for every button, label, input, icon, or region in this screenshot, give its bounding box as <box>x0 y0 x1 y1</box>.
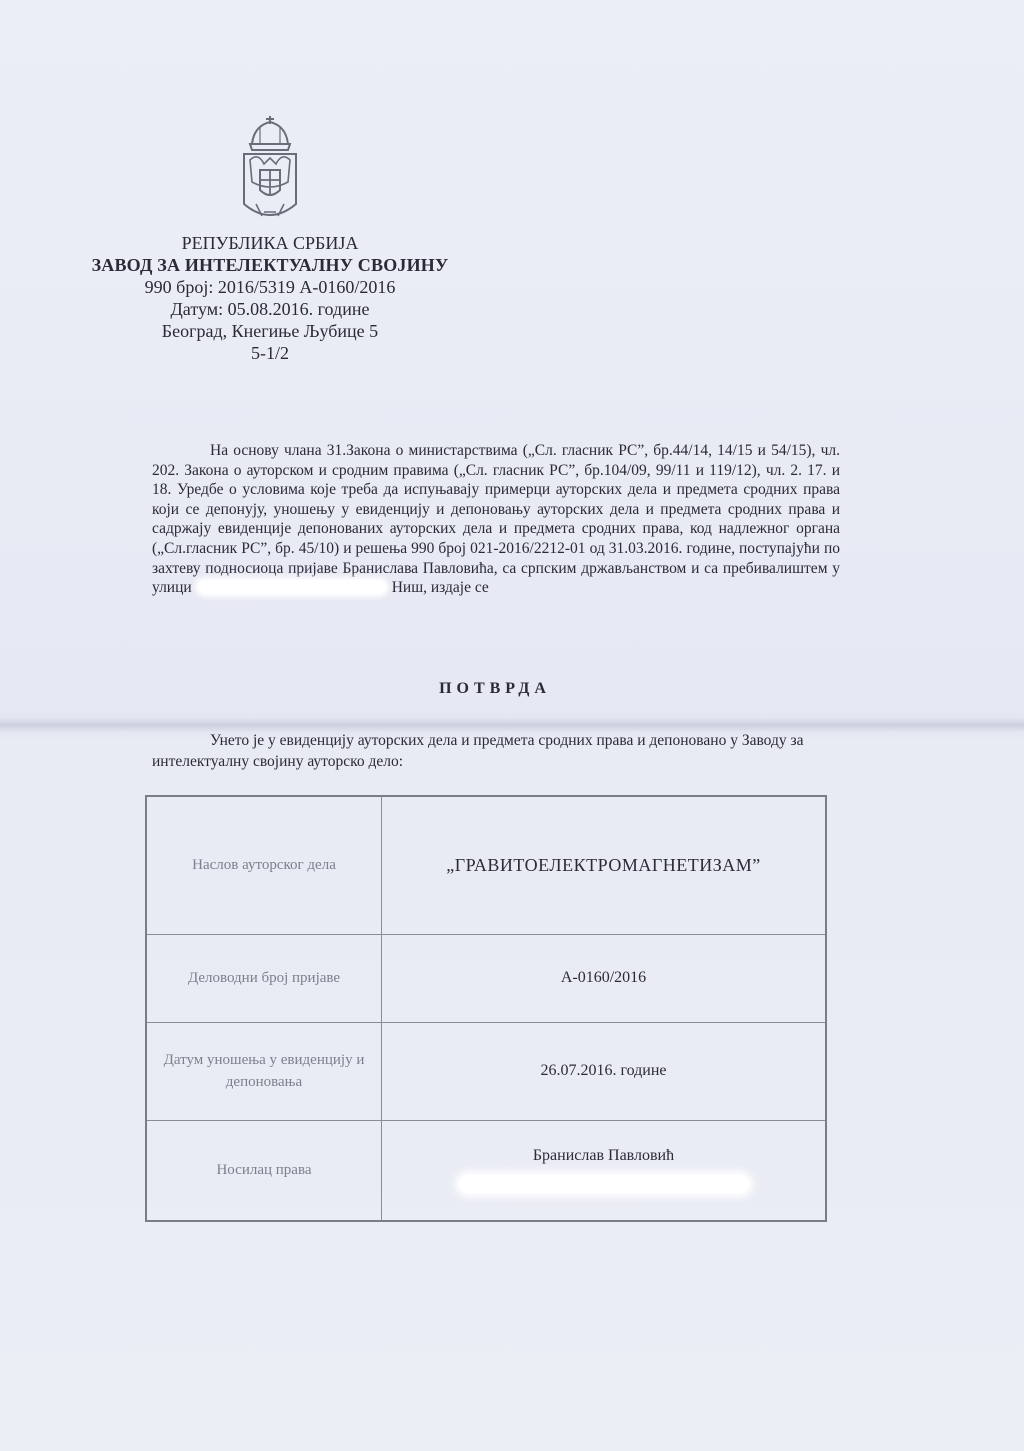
rights-holder-cell <box>382 1120 827 1221</box>
table-row <box>146 1120 826 1221</box>
table-value: „ГРАВИТОЕЛЕКТРОМАГНЕТИЗАМ” <box>382 796 827 934</box>
redacted-address <box>198 580 386 594</box>
table-row <box>146 796 826 934</box>
table-row <box>146 934 826 1022</box>
document-code: 5-1/2 <box>251 343 289 363</box>
legal-basis-paragraph <box>152 441 840 598</box>
institution-address: Београд, Кнегиње Љубице 5 <box>161 321 379 341</box>
document-date: Датум: 05.08.2016. године <box>170 299 370 319</box>
rights-holder-name: Бранислав Павловић <box>532 1147 675 1165</box>
institution-name: ЗАВОД ЗА ИНТЕЛЕКТУАЛНУ СВОЈИНУ <box>91 255 449 275</box>
table-row <box>146 1022 826 1120</box>
table-label: Наслов ауторског дела <box>146 796 382 934</box>
document-heading: ПОТВРДА <box>439 680 551 697</box>
table-label: Носилац права <box>146 1120 382 1221</box>
paragraph-text-end: Ниш, издаје се <box>391 579 489 597</box>
country-name: РЕПУБЛИКА СРБИЈА <box>181 233 359 253</box>
registration-table <box>145 795 827 1222</box>
coat-of-arms-icon <box>238 112 302 230</box>
paragraph-text: На основу члана 31.Закона о министарствима („Сл. гласник РС”, бр.44/14, 14/15 и 54/15), чл. 202. Закона о ауторском и сродним правима („Сл. гласник РС”, бр.104/09, 99/11 и 119/12), чл. 2. 17. и 18. Уредбе о условима које треба да испуњавају примерци ауторских дела и предмета сродних права који се депонују, уношењу у евиденцију и депоновању ауторских дела и предмета сродних права и садржају евиденције депонованих ауторских дела и предмета сродних права, код надлежног органа („Сл.гласник РС”, бр. 45/10) и решења 990 број 021-2016/2212-01 од 31.03.2016. године, поступајући по захтеву подносиоца пријаве Бранислава Павловића, са српским држављанством и са пребивалиштем у улици <box>152 442 840 597</box>
table-label: Датум уношења у евиденцију и депоновања <box>146 1022 382 1120</box>
table-label: Деловодни број пријаве <box>146 934 382 1022</box>
redacted-field <box>459 1175 749 1193</box>
reference-number: 990 број: 2016/5319 А-0160/2016 <box>144 277 396 297</box>
intro-paragraph: Унето је у евиденцију ауторских дела и предмета сродних права и депоновано у Заводу за интелектуалну својину ауторско дело: <box>152 732 804 770</box>
table-value: А-0160/2016 <box>382 934 827 1022</box>
document-header <box>40 232 500 364</box>
table-value: 26.07.2016. године <box>382 1022 827 1120</box>
